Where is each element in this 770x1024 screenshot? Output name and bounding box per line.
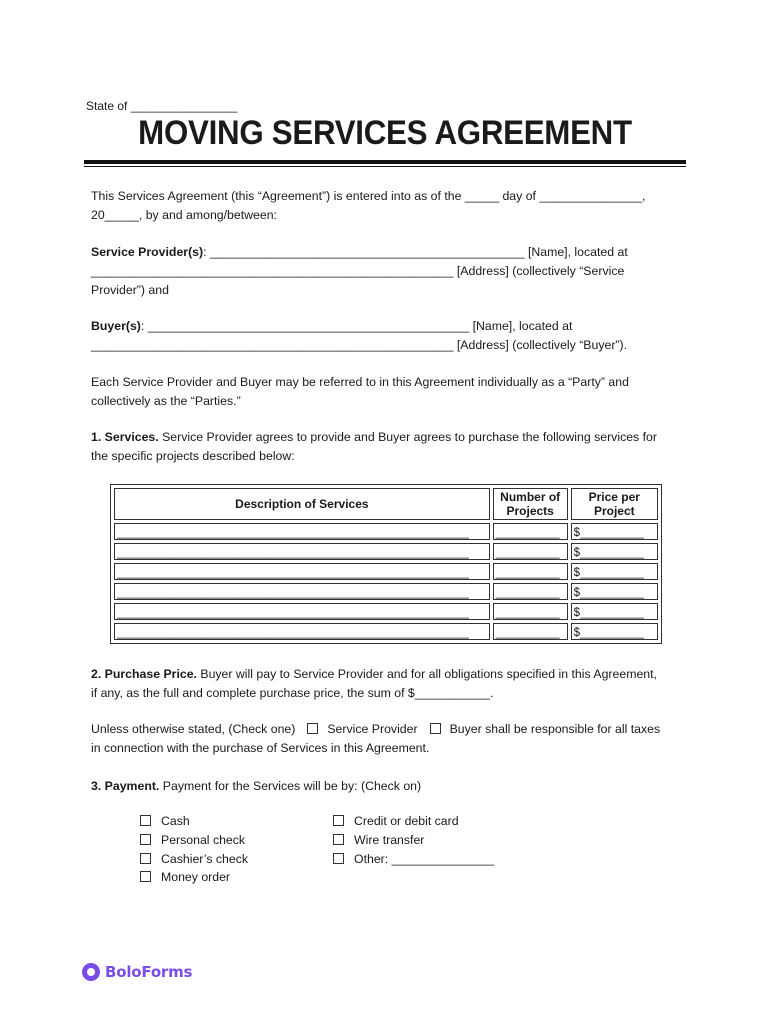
description-field[interactable]: _______________________________________________________	[114, 583, 490, 600]
table-row	[114, 583, 658, 600]
checkbox[interactable]	[140, 815, 151, 826]
checkbox[interactable]	[140, 871, 151, 882]
buyer-line-1: : _______________________________________________ [Name], located at	[140, 319, 573, 333]
payment-options-left	[140, 812, 248, 887]
parties-line-2: collectively as the “Parties.”	[91, 394, 241, 408]
service-provider-label: Service Provider(s)	[91, 245, 204, 259]
boloforms-logo	[82, 961, 192, 983]
header-price-per-project: Price per Project	[571, 488, 658, 520]
parties-line-1: Each Service Provider and Buyer may be referred to in this Agreement individually as a “Party” and	[91, 375, 629, 389]
state-line: State of ________________	[86, 99, 238, 113]
document-title: MOVING SERVICES AGREEMENT	[138, 114, 632, 152]
header-description: Description of Services	[114, 488, 490, 520]
parties-paragraph	[91, 373, 681, 411]
price-field[interactable]: $__________	[571, 603, 658, 620]
services-section	[91, 428, 681, 466]
purchase-price-section	[91, 665, 681, 703]
title-rule-thick	[84, 160, 686, 164]
checkbox[interactable]	[333, 853, 344, 864]
service-provider-paragraph	[91, 243, 681, 300]
checkbox[interactable]	[140, 834, 151, 845]
table-row	[114, 543, 658, 560]
purchase-price-line-2: if any, as the full and complete purchase price, the sum of $___________.	[91, 686, 494, 700]
purchase-price-heading: 2. Purchase Price.	[91, 667, 197, 681]
taxes-service-provider-label: Service Provider	[327, 722, 418, 736]
option-label: Cash	[161, 814, 190, 828]
number-field[interactable]: __________	[493, 583, 568, 600]
number-field[interactable]: __________	[493, 603, 568, 620]
taxes-prefix: Unless otherwise stated, (Check one)	[91, 722, 296, 736]
checkbox[interactable]	[333, 834, 344, 845]
taxes-line-2: in connection with the purchase of Services in this Agreement.	[91, 741, 430, 755]
payment-options-right	[333, 812, 494, 868]
buyer-label: Buyer(s)	[91, 319, 141, 333]
checkbox[interactable]	[333, 815, 344, 826]
taxes-buyer-label: Buyer shall be responsible for all taxes	[449, 722, 661, 736]
service-provider-line-2: _____________________________________________________ [Address] (collectively “Service	[91, 264, 625, 278]
service-provider-line-3: Provider”) and	[91, 283, 169, 297]
price-field[interactable]: $__________	[571, 563, 658, 580]
services-line-2: the specific projects described below:	[91, 449, 295, 463]
option-label: Credit or debit card	[354, 814, 459, 828]
intro-paragraph	[91, 187, 681, 225]
purchase-price-line-1: Buyer will pay to Service Provider and for all obligations specified in this Agreement,	[196, 667, 657, 681]
option-label: Money order	[161, 870, 231, 885]
description-field[interactable]: _______________________________________________________	[114, 563, 490, 580]
services-table	[110, 484, 662, 644]
taxes-paragraph	[91, 720, 681, 758]
buyer-paragraph	[91, 317, 681, 355]
table-row	[114, 563, 658, 580]
option-label: Wire transfer	[354, 832, 425, 847]
checkbox[interactable]	[140, 853, 151, 864]
option-label: Cashier’s check	[161, 851, 249, 866]
intro-line-2: 20_____, by and among/between:	[91, 208, 277, 222]
number-field[interactable]: __________	[493, 563, 568, 580]
option-label: Personal check	[161, 832, 246, 847]
table-row	[114, 523, 658, 540]
payment-heading: 3. Payment.	[91, 779, 160, 793]
intro-line-1: This Services Agreement (this “Agreement”) is entered into as of the _____ day of _______________,	[91, 189, 646, 203]
number-field[interactable]: __________	[493, 523, 568, 540]
price-field[interactable]: $__________	[571, 583, 658, 600]
boloforms-logo-text: BoloForms	[105, 963, 193, 981]
services-table-header	[114, 488, 658, 520]
table-row	[114, 623, 658, 640]
service-provider-line-1: : ______________________________________________ [Name], located at	[203, 245, 628, 259]
services-heading: 1. Services.	[91, 430, 159, 444]
payment-option-wire-transfer[interactable]	[333, 831, 494, 850]
number-field[interactable]: __________	[493, 543, 568, 560]
title-rule-thin	[84, 166, 686, 167]
price-field[interactable]: $__________	[571, 523, 658, 540]
option-label: Other: _______________	[354, 851, 495, 866]
description-field[interactable]: _______________________________________________________	[114, 603, 490, 620]
header-number-of-projects: Number of Projects	[493, 488, 568, 520]
payment-option-other[interactable]	[333, 850, 494, 869]
description-field[interactable]: _______________________________________________________	[114, 623, 490, 640]
description-field[interactable]: _______________________________________________________	[114, 523, 490, 540]
payment-option-credit-debit-card[interactable]	[333, 812, 494, 831]
taxes-service-provider-checkbox[interactable]	[307, 723, 318, 734]
taxes-buyer-checkbox[interactable]	[430, 723, 441, 734]
payment-option-cashiers-check[interactable]	[140, 850, 248, 869]
services-line-1: Service Provider agrees to provide and Buyer agrees to purchase the following services for	[158, 430, 657, 444]
payment-line-1: Payment for the Services will be by: (Check on)	[159, 779, 422, 793]
buyer-line-2: _____________________________________________________ [Address] (collectively “Buyer”).	[91, 338, 628, 352]
number-field[interactable]: __________	[493, 623, 568, 640]
payment-section	[91, 777, 681, 796]
payment-option-personal-check[interactable]	[140, 831, 248, 850]
description-field[interactable]: _______________________________________________________	[114, 543, 490, 560]
payment-option-money-order[interactable]	[140, 868, 248, 887]
price-field[interactable]: $__________	[571, 623, 658, 640]
price-field[interactable]: $__________	[571, 543, 658, 560]
payment-option-cash[interactable]	[140, 812, 248, 831]
table-row	[114, 603, 658, 620]
boloforms-logo-icon	[82, 963, 100, 981]
